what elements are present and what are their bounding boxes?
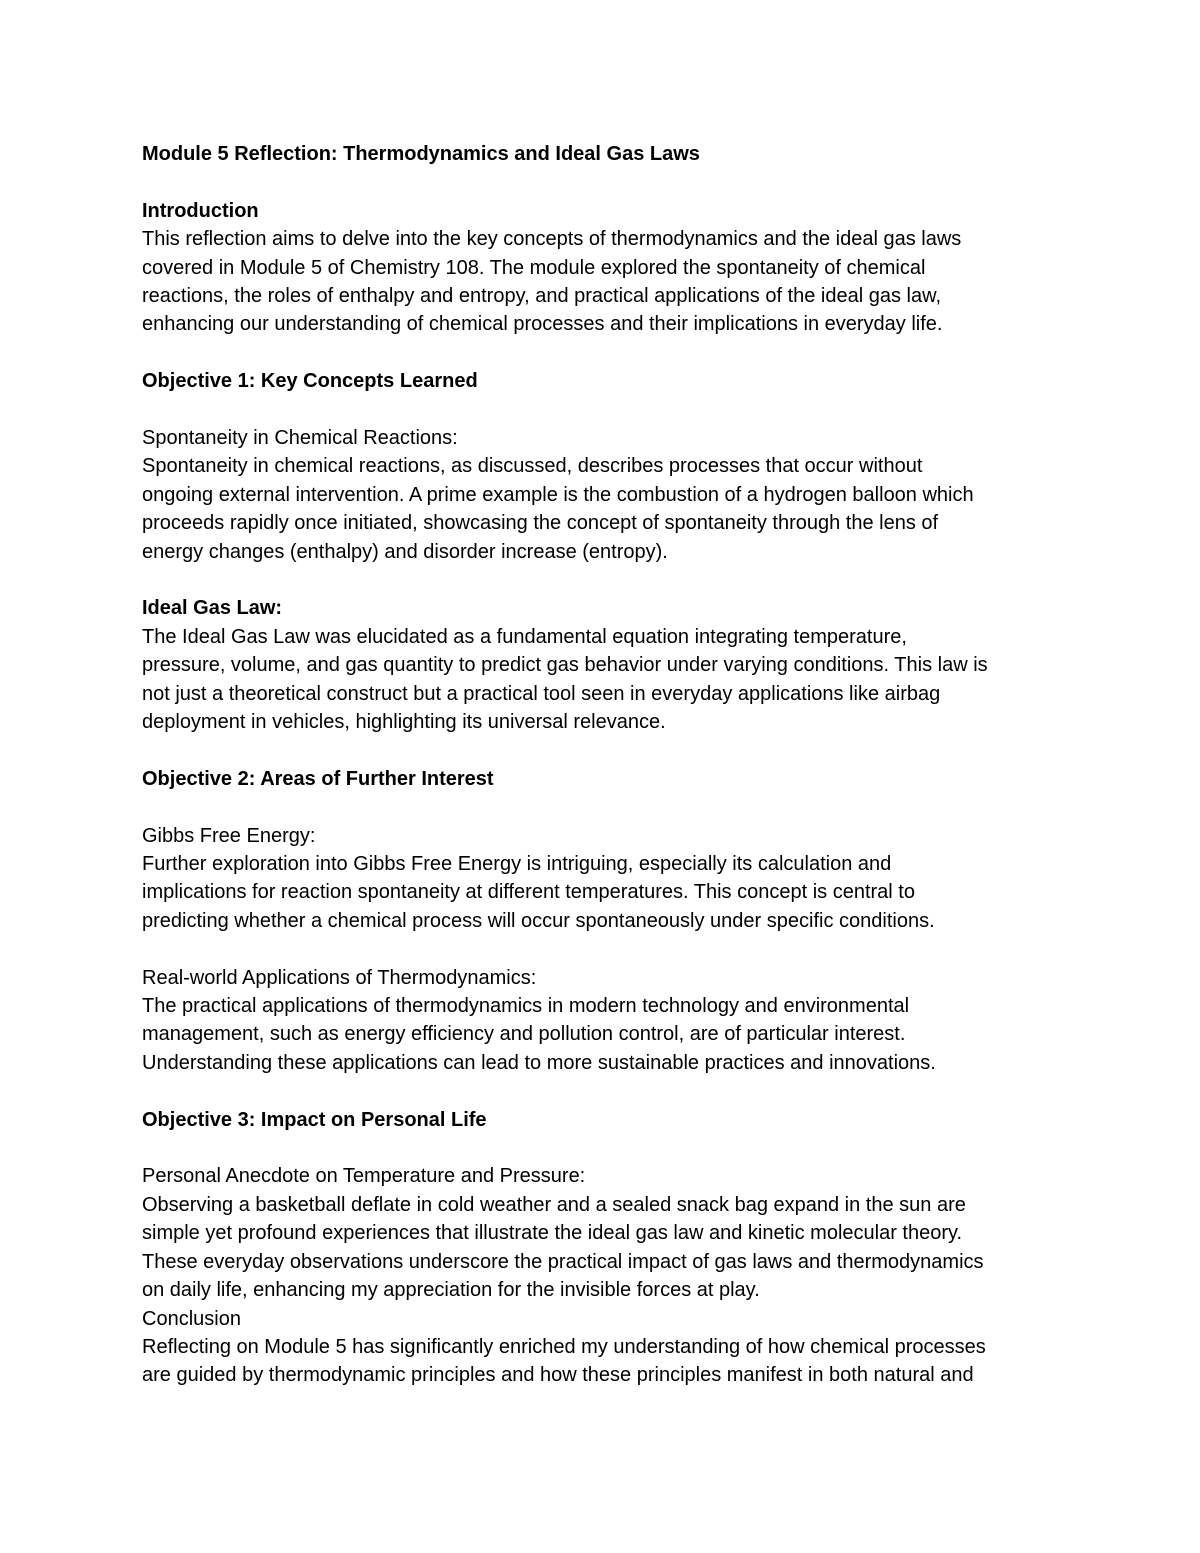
applications-subheading: Real-world Applications of Thermodynamics:: [142, 966, 537, 989]
gibbs-subheading: Gibbs Free Energy:: [142, 824, 316, 847]
introduction-line: covered in Module 5 of Chemistry 108. The module explored the spontaneity of chemical: [142, 256, 926, 279]
anecdote-subheading: Personal Anecdote on Temperature and Pressure:: [142, 1165, 586, 1188]
spacer: [142, 793, 1072, 821]
spacer: [142, 736, 1072, 764]
document-page: [142, 140, 1072, 1390]
spacer: [142, 566, 1072, 594]
spacer: [142, 339, 1072, 367]
spontaneity-line: ongoing external intervention. A prime example is the combustion of a hydrogen balloon which: [142, 483, 974, 506]
spacer: [142, 396, 1072, 424]
introduction-line: enhancing our understanding of chemical processes and their implications in everyday life.: [142, 313, 943, 336]
gibbs-line: Further exploration into Gibbs Free Energy is intriguing, especially its calculation and: [142, 853, 892, 876]
introduction-heading: Introduction: [142, 199, 259, 222]
ideal-gas-line: pressure, volume, and gas quantity to predict gas behavior under varying conditions. This law is: [142, 654, 988, 677]
applications-line: Understanding these applications can lead to more sustainable practices and innovations.: [142, 1051, 936, 1074]
objective1-heading: Objective 1: Key Concepts Learned: [142, 370, 478, 393]
ideal-gas-line: deployment in vehicles, highlighting its universal relevance.: [142, 711, 666, 734]
ideal-gas-line: The Ideal Gas Law was elucidated as a fundamental equation integrating temperature,: [142, 625, 907, 648]
ideal-gas-subheading: Ideal Gas Law:: [142, 597, 283, 620]
anecdote-line: Observing a basketball deflate in cold weather and a sealed snack bag expand in the sun are: [142, 1193, 966, 1216]
applications-line: management, such as energy efficiency and pollution control, are of particular interest.: [142, 1023, 906, 1046]
introduction-line: This reflection aims to delve into the key concepts of thermodynamics and the ideal gas laws: [142, 228, 962, 251]
document-title: Module 5 Reflection: Thermodynamics and Ideal Gas Laws: [142, 143, 700, 165]
conclusion-heading: Conclusion: [142, 1307, 241, 1330]
conclusion-line: are guided by thermodynamic principles and how these principles manifest in both natural and: [142, 1364, 974, 1387]
spacer: [142, 1134, 1072, 1162]
gibbs-line: predicting whether a chemical process will occur spontaneously under specific conditions.: [142, 909, 935, 932]
spacer: [142, 935, 1072, 963]
anecdote-line: simple yet profound experiences that illustrate the ideal gas law and kinetic molecular theory.: [142, 1222, 963, 1245]
objective2-heading: Objective 2: Areas of Further Interest: [142, 767, 494, 790]
objective3-heading: Objective 3: Impact on Personal Life: [142, 1108, 487, 1131]
spontaneity-line: Spontaneity in chemical reactions, as discussed, describes processes that occur without: [142, 455, 923, 478]
spacer: [142, 1077, 1072, 1105]
spontaneity-subheading: Spontaneity in Chemical Reactions:: [142, 427, 458, 450]
anecdote-line: on daily life, enhancing my appreciation for the invisible forces at play.: [142, 1279, 760, 1302]
applications-line: The practical applications of thermodynamics in modern technology and environmental: [142, 995, 910, 1018]
spontaneity-line: proceeds rapidly once initiated, showcasing the concept of spontaneity through the lens of: [142, 512, 939, 535]
spacer: [142, 168, 1072, 196]
ideal-gas-line: not just a theoretical construct but a practical tool seen in everyday applications like airbag: [142, 682, 941, 705]
introduction-line: reactions, the roles of enthalpy and entropy, and practical applications of the ideal gas law,: [142, 285, 942, 308]
spontaneity-line: energy changes (enthalpy) and disorder increase (entropy).: [142, 540, 668, 563]
anecdote-line: These everyday observations underscore the practical impact of gas laws and thermodynamics: [142, 1250, 984, 1273]
conclusion-line: Reflecting on Module 5 has significantly enriched my understanding of how chemical processes: [142, 1335, 986, 1358]
gibbs-line: implications for reaction spontaneity at different temperatures. This concept is central to: [142, 881, 915, 904]
